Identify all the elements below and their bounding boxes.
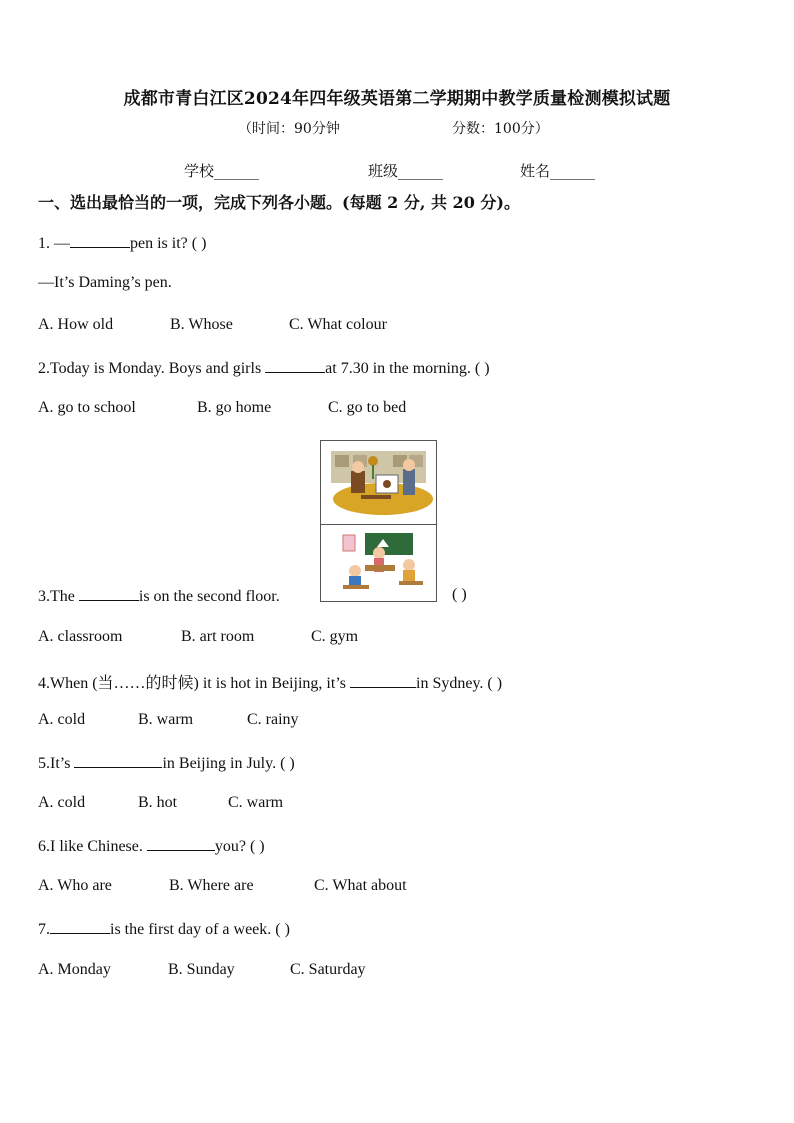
exam-title: 成都市青白江区2024年四年级英语第二学期期中教学质量检测模拟试题 (123, 89, 671, 109)
q2-option-a: A. go to school (38, 399, 136, 416)
class-label: 班级 (368, 162, 399, 180)
question-3-bracket: ( ) (452, 586, 467, 603)
q1-option-b: B. Whose (170, 316, 233, 333)
question-2: 2.Today is Monday. Boys and girls at 7.30 in the morning. ( ) (38, 360, 490, 377)
q1-option-a: A. How old (38, 316, 114, 333)
q4-option-c: C. rainy (247, 711, 299, 728)
question-6: 6.I like Chinese. you? ( ) (38, 838, 265, 855)
art-room-illustration (321, 441, 436, 524)
class-field (368, 160, 443, 181)
q3-option-a: A. classroom (38, 628, 123, 645)
school-field (184, 160, 259, 181)
question-3-picture (320, 440, 437, 602)
q7-option-b: B. Sunday (168, 961, 235, 978)
q4-option-b: B. warm (138, 711, 194, 728)
question-5: 5.It’s in Beijing in July. ( ) (38, 755, 295, 772)
answer-blank (265, 358, 325, 373)
answer-blank (79, 586, 139, 601)
answer-blank (147, 836, 215, 851)
exam-time: （时间：90分钟 (238, 121, 340, 137)
name-field (520, 160, 595, 181)
answer-blank (350, 673, 416, 688)
question-1-answer: —It’s Daming’s pen. (38, 274, 172, 291)
q6-option-c: C. What about (314, 877, 407, 894)
question-3: 3.The is on the second floor. (38, 588, 280, 605)
q5-option-b: B. hot (138, 794, 178, 811)
q2-option-c: C. go to bed (328, 399, 407, 416)
q5-option-c: C. warm (228, 794, 284, 811)
classroom-illustration (321, 525, 436, 601)
q1-option-c: C. What colour (289, 316, 387, 333)
name-label: 姓名 (520, 162, 551, 180)
answer-blank (50, 919, 110, 934)
question-4: 4.When (当……的时候) it is hot in Beijing, it’s in Sydney. ( ) (38, 675, 503, 692)
question-7: 7. is the first day of a week. ( ) (38, 921, 290, 938)
name-blank: ______ (550, 162, 596, 180)
school-blank: ______ (214, 162, 260, 180)
school-label: 学校 (184, 162, 215, 180)
q2-option-b: B. go home (197, 399, 272, 416)
q7-option-a: A. Monday (38, 961, 111, 978)
question-1: 1. — pen is it? ( ) (38, 235, 207, 252)
exam-score: 分数：100分） (452, 121, 549, 137)
q4-option-a: A. cold (38, 711, 86, 728)
q7-option-c: C. Saturday (290, 961, 366, 978)
q6-option-b: B. Where are (169, 877, 254, 894)
q6-option-a: A. Who are (38, 877, 112, 894)
section-title: 一、选出最恰当的一项，完成下列各小题。(每题 2 分, 共 20 分)。 (38, 193, 520, 212)
answer-blank (74, 753, 162, 768)
class-blank: ______ (398, 162, 444, 180)
q3-option-b: B. art room (181, 628, 255, 645)
q3-option-c: C. gym (311, 628, 359, 645)
answer-blank (70, 233, 130, 248)
q5-option-a: A. cold (38, 794, 86, 811)
